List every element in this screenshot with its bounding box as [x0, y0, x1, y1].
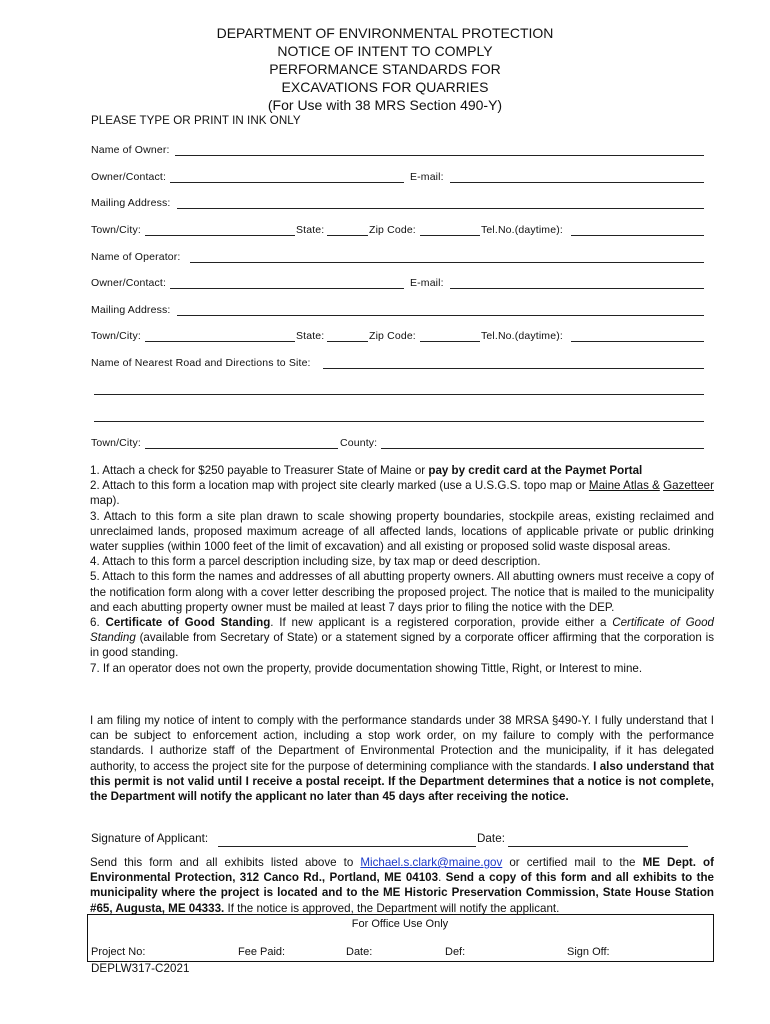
owner-tel-field[interactable] — [571, 235, 704, 236]
operator-contact-field[interactable] — [170, 288, 404, 289]
operator-tel-field[interactable] — [571, 341, 704, 342]
office-use-title: For Office Use Only — [351, 918, 449, 930]
operator-mailing-field[interactable] — [177, 315, 704, 316]
operator-contact-label: Owner/Contact: — [91, 277, 167, 289]
directions-field-line-3[interactable] — [94, 421, 704, 422]
operator-mailing-label: Mailing Address: — [91, 304, 171, 316]
instruction-item-2: 2. Attach to this form a location map with project site clearly marked (use a U.S.G.S. topo map or Maine Atlas & Gazetteer map). — [90, 479, 714, 508]
instruction-item-7: 7. If an operator does not own the property, provide documentation showing Tittle, Right, or Interest to mine. — [90, 661, 643, 675]
maine-atlas-link[interactable]: Maine Atlas & — [588, 479, 660, 493]
owner-town-label: Town/City: — [91, 224, 141, 236]
instruction-item-3: 3. Attach to this form a site plan drawn to scale showing property boundaries, stockpile areas, existing reclaimed and unreclaimed lands, proposed maximum acreage of all affected lands, locations of applicable private or public drinking water supplies (within 1000 feet of the limit of excavation) and all existing or proposed solid waste disposal areas. — [90, 509, 714, 554]
owner-town-field[interactable] — [145, 235, 295, 236]
fee-paid-label: Fee Paid: — [238, 946, 286, 958]
signature-date-field[interactable] — [508, 846, 688, 847]
directions-field-line-2[interactable] — [94, 394, 704, 395]
owner-state-label: State: — [296, 224, 325, 236]
site-town-field[interactable] — [145, 448, 338, 449]
operator-town-field[interactable] — [145, 341, 295, 342]
directions-label: Name of Nearest Road and Directions to Site: — [91, 357, 311, 369]
owner-mailing-label: Mailing Address: — [91, 197, 171, 209]
owner-name-label: Name of Owner: — [91, 144, 170, 156]
owner-contact-field[interactable] — [170, 182, 404, 183]
owner-contact-label: Owner/Contact: — [91, 171, 167, 183]
payment-portal-link[interactable]: pay by credit card at the Paymet Portal — [428, 464, 643, 477]
operator-town-label: Town/City: — [91, 330, 141, 342]
operator-zip-label: Zip Code: — [369, 330, 416, 342]
instruction-item-5: 5. Attach to this form the names and addresses of all abutting property owners. All abutting owners must receive a copy of the notification form along with a cover letter describing the proposed project. The notice that is mailed to the municipality and each abutting property owner must be mailed at least 7 days prior to filing the notice with the DEP. — [90, 570, 714, 614]
operator-zip-field[interactable] — [420, 341, 480, 342]
instruction-item-6: 6. Certificate of Good Standing. If new applicant is a registered corporation, provide either a Certificate of Good Standing (available from Secretary of State) or a statement signed by a corporate officer affirming that the corporation is in good standing. — [90, 616, 714, 660]
form-subtitle-2: EXCAVATIONS FOR QUARRIES — [281, 79, 489, 95]
signature-field[interactable] — [218, 846, 476, 847]
owner-mailing-field[interactable] — [177, 208, 704, 209]
signature-date-label: Date: — [477, 832, 505, 845]
site-county-field[interactable] — [381, 448, 704, 449]
gazetteer-link[interactable]: Gazetteer — [663, 479, 714, 493]
operator-email-field[interactable] — [450, 288, 704, 289]
form-title: NOTICE OF INTENT TO COMPLY — [277, 43, 493, 59]
office-use-box — [87, 914, 714, 962]
def-label: Def: — [445, 946, 466, 958]
site-town-label: Town/City: — [91, 437, 141, 449]
directions-field[interactable] — [323, 368, 704, 369]
form-code: DEPLW317-C2021 — [91, 962, 190, 975]
operator-tel-label: Tel.No.(daytime): — [481, 330, 563, 342]
owner-email-label: E-mail: — [410, 171, 444, 183]
instruction-item-1: 1. Attach a check for $250 payable to Treasurer State of Maine or pay by credit card at the Paymet Portal — [90, 464, 643, 477]
statement-bold: I also understand that this permit is not valid until I receive a postal receipt. If the Department determines that a notice is not complete, the Department will notify the applicant no later than 45 days after receiving the notice. — [90, 759, 714, 804]
email-link[interactable]: Michael.s.clark@maine.gov — [360, 856, 503, 869]
signature-label: Signature of Applicant: — [91, 832, 209, 845]
sign-off-label: Sign Off: — [567, 946, 610, 958]
owner-name-field[interactable] — [175, 155, 704, 156]
form-subtitle-1: PERFORMANCE STANDARDS FOR — [269, 61, 501, 77]
print-instruction: PLEASE TYPE OR PRINT IN INK ONLY — [91, 114, 301, 127]
dept-title: DEPARTMENT OF ENVIRONMENTAL PROTECTION — [216, 25, 554, 41]
site-county-label: County: — [340, 437, 378, 449]
applicant-statement: I am filing my notice of intent to comply with the performance standards under 38 MRSA §490-Y. I fully understand that I can be subject to enforcement action, including a stop work order, on my failure to comply with the performance standards. I authorize staff of the Department of Environmental Protection and the municipality, if it has delegated authority, to access the project site for the purpose of determining compliance with the standards. I also understand that this permit is not valid until I receive a postal receipt. If the Department determines that a notice is not complete, the Department will notify the applicant no later than 45 days after receiving the notice. — [90, 714, 714, 804]
submission-instructions: Send this form and all exhibits listed above to Michael.s.clark@maine.gov or certified mail to the ME Dept. of Environmental Protection, 312 Canco Rd., Portland, ME 04103. Send a copy of this form and all exhibits to the municipality where the project is located and to the ME Historic Preservation Commission, State House Station #65, Augusta, ME 04333. If the notice is approved, the Department will notify the applicant. — [90, 856, 715, 915]
operator-state-field[interactable] — [327, 341, 368, 342]
operator-state-label: State: — [296, 330, 325, 342]
owner-email-field[interactable] — [450, 182, 704, 183]
owner-zip-field[interactable] — [420, 235, 480, 236]
operator-email-label: E-mail: — [410, 277, 444, 289]
project-number-label: Project No: — [91, 946, 146, 958]
statute-reference: (For Use with 38 MRS Section 490-Y) — [267, 97, 503, 113]
owner-state-field[interactable] — [327, 235, 368, 236]
operator-name-label: Name of Operator: — [91, 251, 181, 263]
office-date-label: Date: — [346, 946, 373, 958]
operator-name-field[interactable] — [190, 262, 704, 263]
instructions-list — [90, 463, 714, 676]
owner-tel-label: Tel.No.(daytime): — [481, 224, 563, 236]
instruction-item-4: 4. Attach to this form a parcel description including size, by tax map or deed description. — [90, 555, 541, 569]
owner-zip-label: Zip Code: — [369, 224, 416, 236]
